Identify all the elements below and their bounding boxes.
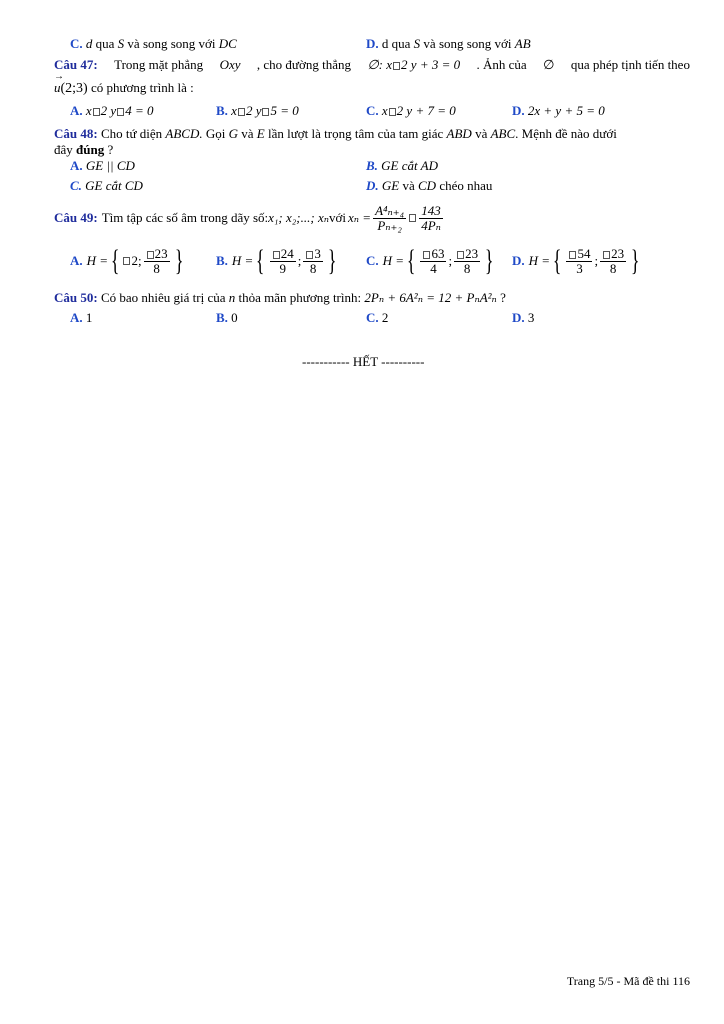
q50-option-a-value: 1: [85, 310, 93, 325]
q47-option-d-text: 2x + y + 5 = 0: [527, 103, 605, 118]
q47-empty-symbol: ∅: [543, 57, 555, 72]
q49-line1: [54, 200, 445, 236]
q49-option-a-label: A.: [70, 253, 83, 268]
missing-glyph-icon: [457, 251, 464, 259]
q47-vector: → u: [54, 71, 64, 95]
q49-fraction-2: $\frac{143}{\text{4Pₙ}}$: [421, 202, 441, 233]
q49-fraction-1: $\frac{\text{A⁴ₙ₊₄}}{\text{Pₙ₊₂}}$: [375, 202, 405, 233]
q49-sequence: x₁; x₂;...; xₙ: [268, 210, 329, 225]
q50-option-b-value: 0: [231, 310, 238, 325]
q49-xn: xₙ =: [348, 210, 372, 225]
missing-glyph-icon: [93, 108, 100, 116]
q49-option-b: B. H = { $\frac{24}{9}$ ; $\frac{3}{8}$ }: [216, 244, 337, 277]
q46-option-d: [366, 36, 531, 52]
q47-option-b-label: B.: [216, 103, 228, 118]
q49-option-d-label: D.: [512, 253, 525, 268]
q49-option-c: C. H = { $\frac{63}{4}$ ; $\frac{23}{8}$ }: [366, 244, 494, 277]
q47-option-a: A. x 2 y 4 = 0: [70, 103, 154, 118]
missing-glyph-icon: [117, 108, 124, 116]
q47-text1: Trong mặt phẳng: [114, 57, 204, 72]
q48-option-c: [70, 178, 143, 194]
q48-option-c-label: C.: [70, 178, 82, 193]
q49-option-b-label: B.: [216, 253, 228, 268]
q46-option-d-label: D.: [366, 36, 379, 51]
q50-equation: 2Pₙ + 6A²ₙ = 12 + PₙA²ₙ: [364, 290, 497, 305]
missing-glyph-icon: [423, 251, 430, 259]
missing-glyph-icon: [262, 108, 269, 116]
q48-option-c-text: GE cắt CD: [85, 178, 143, 193]
q47-line2: [54, 71, 194, 97]
q49-option-d: D. H = { $\frac{54}{3}$ ; $\frac{23}{8}$ }: [512, 244, 640, 277]
missing-glyph-icon: [306, 251, 313, 259]
q46-option-d-text2: và song song với: [420, 36, 515, 51]
q46-option-d-s: S: [413, 36, 421, 51]
q50-option-b: [216, 310, 238, 326]
q50-option-d-value: 3: [527, 310, 535, 325]
missing-glyph-icon: [393, 62, 400, 70]
q48-option-d: D. GE và CD chéo nhau: [366, 178, 493, 193]
q46-option-c: [70, 36, 237, 52]
q49-label: Câu 49:: [54, 210, 98, 225]
q49-text2: với: [329, 210, 346, 225]
missing-glyph-icon: [238, 108, 245, 116]
q49-text1: Tìm tập các số âm trong dãy số:: [101, 210, 269, 225]
q47-vector-coords: (2;3): [60, 81, 88, 96]
q48-option-b: [366, 158, 438, 174]
q47-text3: . Ảnh của: [476, 57, 527, 72]
missing-glyph-icon: [123, 257, 130, 265]
missing-glyph-icon: [569, 251, 576, 259]
q46-option-c-d: d: [85, 36, 93, 51]
missing-glyph-icon: [273, 251, 280, 259]
q50-option-a: [70, 310, 92, 326]
q46-option-c-text2: và song song với: [124, 36, 219, 51]
q47-option-d-label: D.: [512, 103, 525, 118]
q47-line-equation: ∅: x 2 y + 3 = 0: [367, 57, 461, 72]
q48-line2: đây đúng ?: [54, 142, 114, 157]
q46-option-c-text: qua: [92, 36, 118, 51]
q47-line1: [54, 57, 690, 73]
q47-oxy: Oxy: [219, 57, 241, 72]
end-marker: ----------- HẾT ----------: [302, 354, 425, 369]
q50-option-c-value: 2: [381, 310, 389, 325]
q47-option-a-label: A.: [70, 103, 83, 118]
q48-label: Câu 48:: [54, 126, 98, 141]
vector-arrow-icon: →: [54, 71, 64, 82]
missing-glyph-icon: [409, 214, 416, 222]
q48-option-a: [70, 158, 135, 174]
q48-option-b-text: GE cắt AD: [381, 158, 438, 173]
q48-line1: Câu 48: Cho tứ diện ABCD. Gọi G và E lần lượt là trọng tâm của tam giác ABD và ABC. Mệnh đề nào dưới: [54, 126, 617, 141]
q47-option-c-label: C.: [366, 103, 379, 118]
q47-option-b: B. x 2 y 5 = 0: [216, 103, 299, 118]
q46-option-c-dc: DC: [218, 36, 237, 51]
q48-option-a-text: GE || CD: [85, 158, 135, 173]
q47-label: Câu 47:: [54, 57, 98, 72]
q47-option-c: C. x 2 y + 7 = 0: [366, 103, 456, 118]
q50-option-d-label: D.: [512, 310, 525, 325]
q47-text5: có phương trình là :: [90, 80, 194, 95]
q46-option-c-label: C.: [70, 36, 83, 51]
q47-option-d: [512, 103, 605, 119]
q48-option-b-label: B.: [366, 158, 378, 173]
missing-glyph-icon: [603, 251, 610, 259]
q50-option-b-label: B.: [216, 310, 228, 325]
q50-option-a-label: A.: [70, 310, 83, 325]
page-footer: Trang 5/5 - Mã đề thi 116: [566, 974, 690, 988]
q50-line1: Câu 50: Có bao nhiêu giá trị của n thỏa mãn phương trình: 2Pₙ + 6A²ₙ = 12 + PₙA²ₙ ?: [54, 290, 506, 305]
q49-option-c-label: C.: [366, 253, 379, 268]
q46-option-d-text: d qua: [381, 36, 414, 51]
missing-glyph-icon: [389, 108, 396, 116]
q46-option-d-ab: AB: [514, 36, 531, 51]
missing-glyph-icon: [147, 251, 154, 259]
q50-label: Câu 50:: [54, 290, 98, 305]
q50-option-c-label: C.: [366, 310, 379, 325]
q48-option-a-label: A.: [70, 158, 83, 173]
q50-option-c: [366, 310, 388, 326]
q49-option-a: A. H = { 2; $\frac{23}{8}$ }: [70, 244, 184, 277]
q48-emphasis: đúng: [76, 142, 105, 157]
q47-text2: , cho đường thẳng: [256, 57, 351, 72]
q47-text4: qua phép tịnh tiến theo: [570, 57, 690, 72]
q46-option-c-s: S: [117, 36, 125, 51]
q48-option-d-label: D.: [366, 178, 379, 193]
q50-option-d: [512, 310, 534, 326]
